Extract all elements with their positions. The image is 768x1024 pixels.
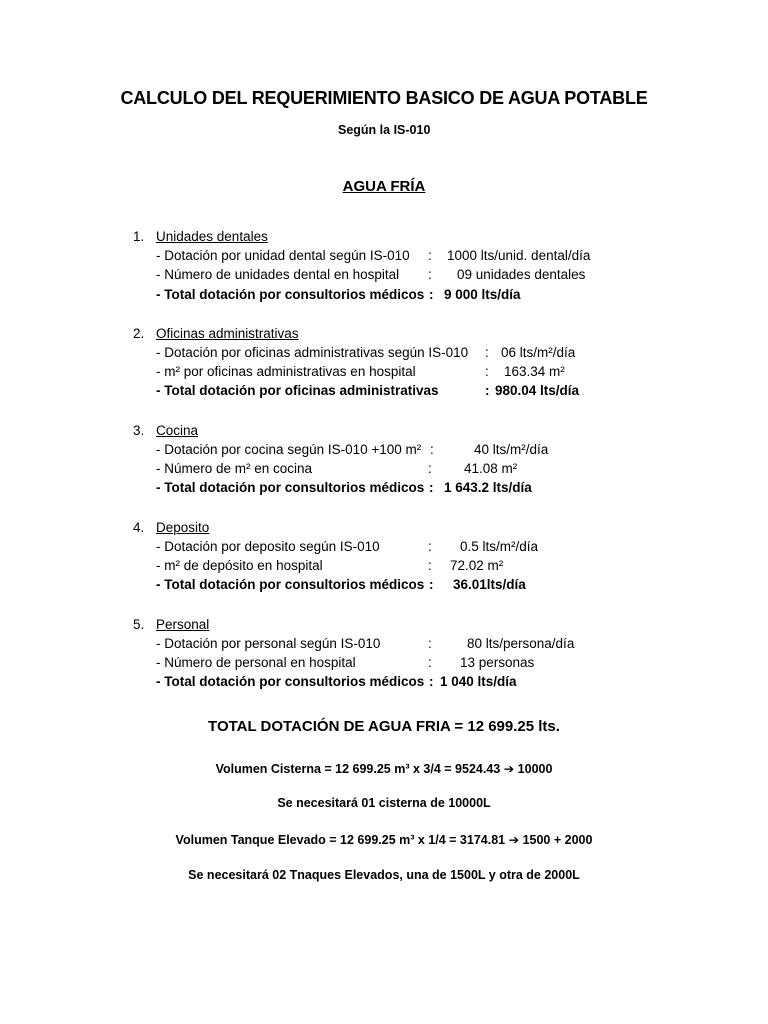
row-label: - Dotación por oficinas administrativas según IS-010 <box>156 344 469 360</box>
list-row <box>133 655 693 674</box>
list-item-unidades-dentales <box>133 229 693 306</box>
list-row <box>133 248 693 267</box>
row-colon: : <box>485 364 489 380</box>
item-number: 4. <box>133 519 145 535</box>
item-heading: Personal <box>156 616 210 632</box>
document-subtitle: Según la IS-010 <box>338 123 431 137</box>
row-label: - Total dotación por oficinas administrativas <box>156 383 439 399</box>
list-row-total <box>133 287 693 306</box>
list-row-total <box>133 383 693 402</box>
list-item-cocina <box>133 423 693 500</box>
row-label: - m² de depósito en hospital <box>156 557 323 573</box>
row-value: 980.04 lts/día <box>495 383 580 399</box>
row-label: - Número de personal en hospital <box>156 654 356 670</box>
document-title: CALCULO DEL REQUERIMIENTO BASICO DE AGUA POTABLE <box>120 88 648 108</box>
row-value: 1 643.2 lts/día <box>444 480 532 496</box>
row-label: - Número de m² en cocina <box>156 461 313 477</box>
arrow-right-icon: ➔ <box>508 833 520 847</box>
item-number: 2. <box>133 325 145 341</box>
row-label: - Total dotación por consultorios médicos <box>156 674 425 690</box>
list-row <box>133 267 693 286</box>
item-number: 3. <box>133 422 145 438</box>
item-heading: Unidades dentales <box>156 229 268 244</box>
list-row <box>133 442 693 461</box>
tanque-result: 1500 + 2000 <box>522 833 593 847</box>
row-value: 40 lts/m²/día <box>474 441 549 457</box>
list-item-oficinas-administrativas <box>133 326 693 403</box>
row-colon: : <box>428 635 432 651</box>
list-row <box>133 636 693 655</box>
section-heading: AGUA FRÍA <box>342 178 426 195</box>
cisterna-volume <box>0 761 768 776</box>
row-colon: : <box>428 248 432 263</box>
row-colon: : <box>428 461 432 477</box>
row-colon: : <box>485 383 490 399</box>
row-value: 9 000 lts/día <box>444 286 521 302</box>
row-colon: : <box>428 557 432 573</box>
cisterna-formula: Volumen Cisterna = 12 699.25 m³ x 3/4 = 9524.43 <box>215 762 501 776</box>
item-number: 5. <box>133 616 145 632</box>
list-row <box>133 558 693 577</box>
total-dotation: TOTAL DOTACIÓN DE AGUA FRIA = 12 699.25 lts. <box>208 718 560 735</box>
cisterna-note: Se necesitará 01 cisterna de 10000L <box>277 796 491 810</box>
dotation-list <box>133 229 693 713</box>
tanque-volume <box>0 832 768 847</box>
list-row <box>133 364 693 383</box>
row-colon: : <box>429 480 434 496</box>
row-colon: : <box>428 654 432 670</box>
list-row <box>133 539 693 558</box>
cisterna-result: 10000 <box>517 762 553 776</box>
item-heading: Oficinas administrativas <box>156 325 299 341</box>
row-colon: : <box>429 577 434 593</box>
row-label: - Total dotación por consultorios médicos <box>156 286 425 302</box>
list-row <box>133 345 693 364</box>
row-value: 0.5 lts/m²/día <box>460 538 539 554</box>
row-value: 163.34 m² <box>504 364 565 380</box>
list-row <box>133 461 693 480</box>
row-value: 09 unidades dentales <box>457 267 586 283</box>
row-label: - Total dotación por consultorios médicos <box>156 577 425 593</box>
item-heading: Cocina <box>156 422 199 438</box>
row-value: 41.08 m² <box>464 461 518 477</box>
list-item-deposito <box>133 520 693 597</box>
list-row-total <box>133 674 693 693</box>
row-label: - Dotación por personal según IS-010 <box>156 635 381 651</box>
row-label: - Dotación por cocina según IS-010 +100 m² <box>156 441 422 457</box>
row-label: - Número de unidades dental en hospital <box>156 267 400 283</box>
list-row-total <box>133 577 693 596</box>
item-heading: Deposito <box>156 519 210 535</box>
list-row-total <box>133 480 693 499</box>
tanque-note: Se necesitará 02 Tnaques Elevados, una de 1500L y otra de 2000L <box>188 868 580 882</box>
row-colon: : <box>429 674 434 690</box>
row-label: - Total dotación por consultorios médicos <box>156 480 425 496</box>
row-value: 1000 lts/unid. dental/día <box>447 248 591 263</box>
row-value: 72.02 m² <box>450 557 504 573</box>
row-label: - Dotación por deposito según IS-010 <box>156 538 380 554</box>
list-item-personal <box>133 617 693 694</box>
row-value: 36.01lts/día <box>453 577 526 593</box>
row-colon: : <box>428 538 432 554</box>
item-number: 1. <box>133 229 145 244</box>
row-label: - m² por oficinas administrativas en hospital <box>156 364 416 380</box>
row-colon: : <box>428 267 432 283</box>
row-colon: : <box>429 286 434 302</box>
row-value: 06 lts/m²/día <box>501 344 576 360</box>
row-value: 80 lts/persona/día <box>467 635 575 651</box>
arrow-right-icon: ➔ <box>503 762 515 776</box>
row-colon: : <box>485 344 489 360</box>
tanque-formula: Volumen Tanque Elevado = 12 699.25 m³ x 1/4 = 3174.81 <box>175 833 506 847</box>
row-value: 13 personas <box>460 654 535 670</box>
row-value: 1 040 lts/día <box>440 674 517 690</box>
row-colon: : <box>430 441 434 457</box>
row-label: - Dotación por unidad dental según IS-010 <box>156 248 410 263</box>
